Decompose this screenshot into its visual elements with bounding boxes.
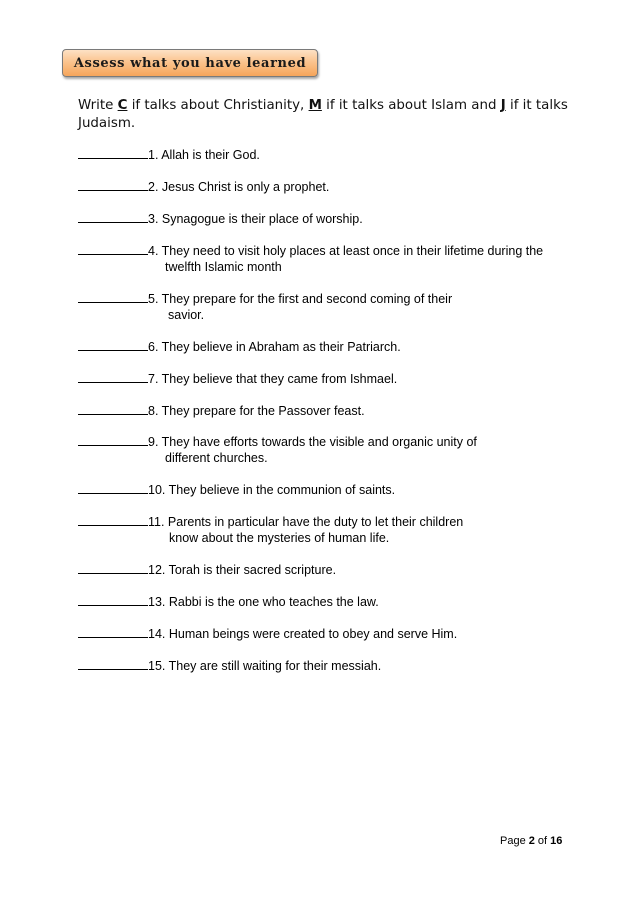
answer-blank[interactable] bbox=[78, 656, 148, 670]
question-text: 9. They have efforts towards the visible and organic unity of bbox=[148, 435, 477, 449]
instruction-mid2: if it talks about Islam and bbox=[321, 98, 501, 113]
answer-blank[interactable] bbox=[78, 512, 148, 526]
instruction-text bbox=[78, 97, 578, 133]
answer-blank[interactable] bbox=[78, 480, 148, 494]
question-item bbox=[78, 656, 578, 674]
answer-blank[interactable] bbox=[78, 432, 148, 446]
question-continuation: savior. bbox=[168, 308, 205, 322]
instruction-post: if it talks Judaism. bbox=[78, 98, 568, 131]
question-item bbox=[78, 624, 578, 642]
section-banner bbox=[62, 49, 318, 77]
question-text: 7. They believe that they came from Ishmael. bbox=[148, 372, 398, 386]
question-text: 11. Parents in particular have the duty to let their children bbox=[148, 515, 464, 529]
answer-blank[interactable] bbox=[78, 337, 148, 351]
answer-blank[interactable] bbox=[78, 145, 148, 159]
question-item bbox=[78, 177, 578, 195]
answer-blank[interactable] bbox=[78, 177, 148, 191]
question-text: 2. Jesus Christ is only a prophet. bbox=[148, 180, 330, 194]
letter-j: J bbox=[500, 98, 506, 113]
letter-m: M bbox=[308, 98, 322, 113]
question-text: 1. Allah is their God. bbox=[148, 148, 260, 162]
question-item bbox=[78, 337, 578, 355]
question-item bbox=[78, 241, 578, 275]
question-item bbox=[78, 560, 578, 578]
answer-blank[interactable] bbox=[78, 560, 148, 574]
page-footer bbox=[500, 835, 562, 847]
question-item bbox=[78, 480, 578, 498]
question-item bbox=[78, 369, 578, 387]
answer-blank[interactable] bbox=[78, 592, 148, 606]
answer-blank[interactable] bbox=[78, 209, 148, 223]
question-item bbox=[78, 512, 578, 546]
instruction-mid1: if talks about Christianity, bbox=[127, 98, 309, 113]
question-text: 4. They need to visit holy places at least once in their lifetime during the bbox=[148, 244, 544, 258]
answer-blank[interactable] bbox=[78, 401, 148, 415]
answer-blank[interactable] bbox=[78, 289, 148, 303]
answer-blank[interactable] bbox=[78, 369, 148, 383]
question-item bbox=[78, 432, 578, 466]
question-text: 14. Human beings were created to obey and serve Him. bbox=[148, 627, 458, 641]
question-item bbox=[78, 592, 578, 610]
page-label: Page bbox=[500, 835, 529, 847]
banner-title: Assess what you have learned bbox=[73, 55, 307, 71]
page-number: 2 bbox=[528, 835, 535, 847]
answer-blank[interactable] bbox=[78, 624, 148, 638]
question-text: 12. Torah is their sacred scripture. bbox=[148, 563, 337, 577]
question-text: 3. Synagogue is their place of worship. bbox=[148, 212, 363, 226]
question-text: 15. They are still waiting for their messiah. bbox=[148, 659, 382, 673]
question-item bbox=[78, 289, 578, 323]
question-continuation: twelfth Islamic month bbox=[165, 260, 282, 274]
answer-blank[interactable] bbox=[78, 241, 148, 255]
question-item bbox=[78, 145, 578, 163]
question-text: 8. They prepare for the Passover feast. bbox=[148, 404, 365, 418]
letter-c: C bbox=[117, 98, 128, 113]
question-continuation: different churches. bbox=[165, 451, 268, 465]
question-text: 13. Rabbi is the one who teaches the law. bbox=[148, 595, 379, 609]
of-label: of bbox=[534, 835, 551, 847]
question-text: 6. They believe in Abraham as their Patriarch. bbox=[148, 340, 401, 354]
page-total: 16 bbox=[550, 835, 563, 847]
question-item bbox=[78, 209, 578, 227]
instruction-pre: Write bbox=[78, 98, 118, 113]
question-item bbox=[78, 401, 578, 419]
question-text: 10. They believe in the communion of saints. bbox=[148, 483, 396, 497]
question-continuation: know about the mysteries of human life. bbox=[169, 531, 390, 545]
question-text: 5. They prepare for the first and second coming of their bbox=[148, 292, 453, 306]
